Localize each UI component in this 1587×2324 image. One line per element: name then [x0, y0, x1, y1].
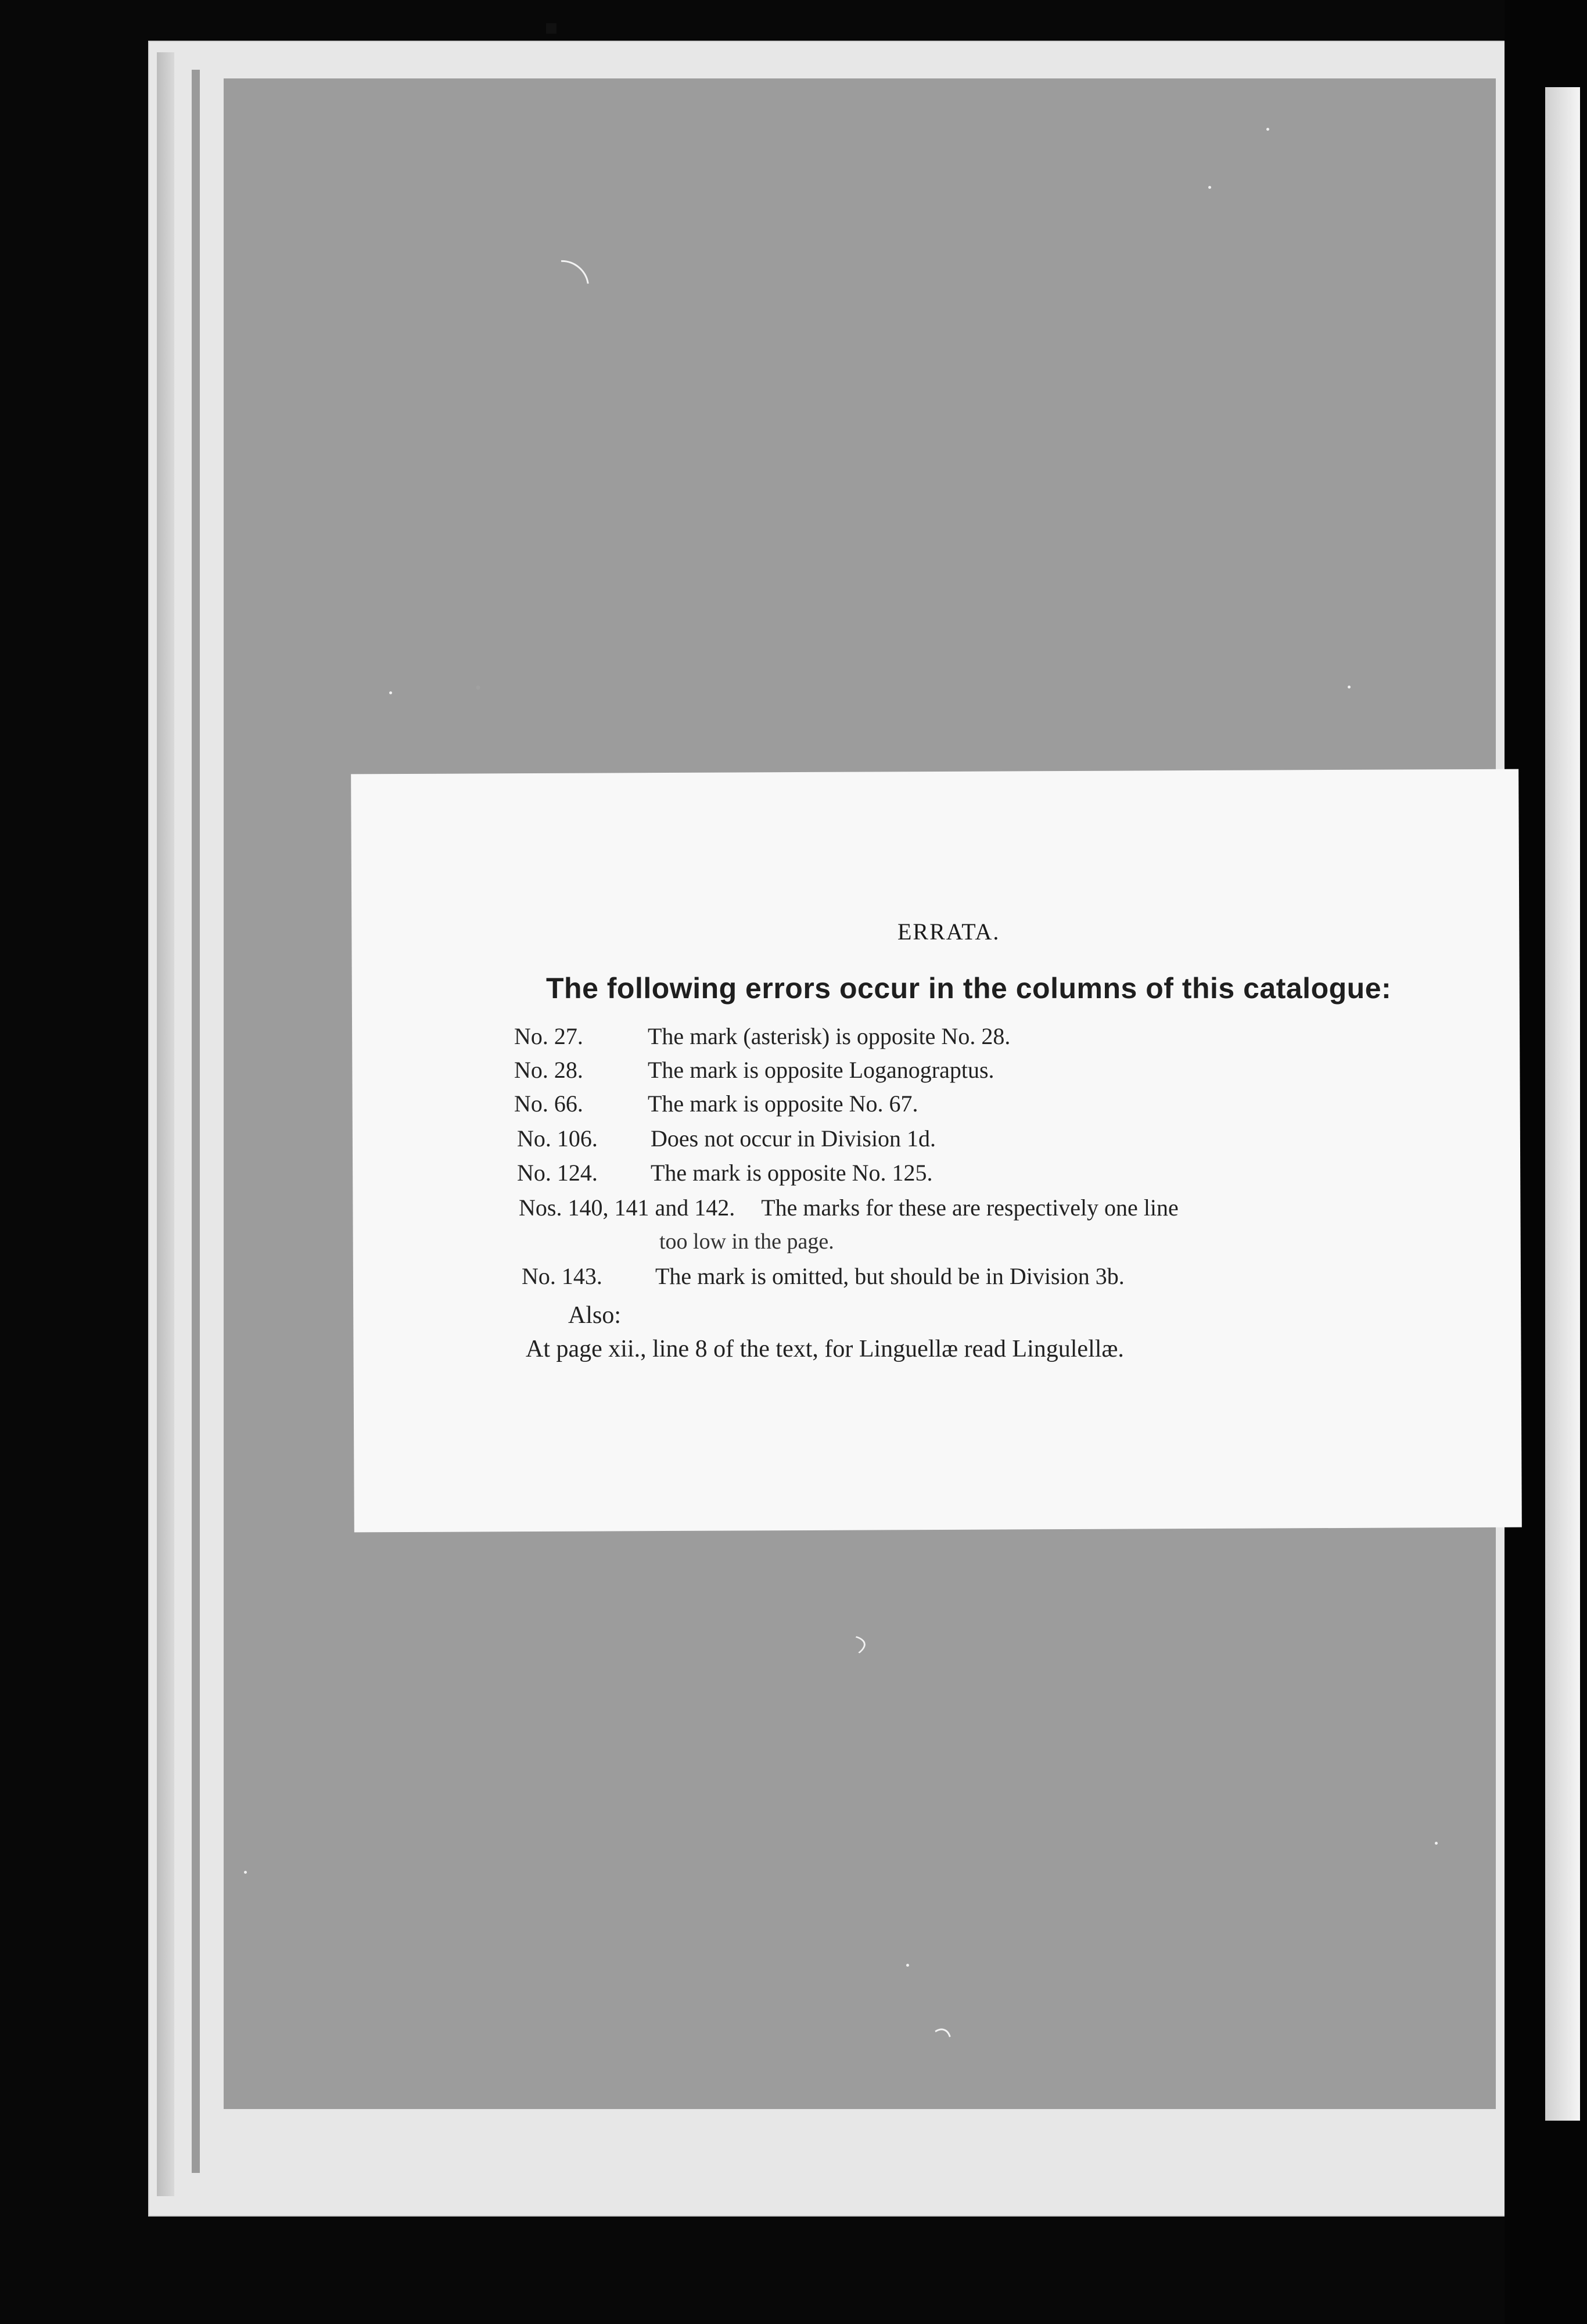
- entry-number: No. 27.: [514, 1023, 583, 1049]
- speck: [1266, 128, 1269, 131]
- speck: [1348, 686, 1351, 688]
- errata-entry: [514, 1023, 1010, 1050]
- errata-intro: The following errors occur in the columns of this catalogue:: [546, 972, 1392, 1005]
- speck: [1208, 186, 1211, 189]
- entry-number: No. 124.: [517, 1160, 598, 1186]
- errata-final-line: At page xii., line 8 of the text, for Linguellæ read Lingulellæ.: [526, 1336, 1124, 1362]
- entry-text: The mark is opposite Loganograptus.: [648, 1057, 994, 1083]
- errata-entry: [519, 1194, 1179, 1221]
- speck: [244, 1871, 247, 1874]
- entry-number: No. 28.: [514, 1057, 583, 1083]
- speck: [389, 691, 392, 694]
- top-binding-mark: [546, 23, 556, 34]
- speck: [906, 1964, 909, 1967]
- page-edge: [157, 52, 174, 2196]
- entry-text: The mark is opposite No. 125.: [651, 1160, 933, 1186]
- entry-text: The marks for these are respectively one line: [761, 1195, 1179, 1221]
- entry-text: The mark is opposite No. 67.: [648, 1091, 918, 1117]
- errata-entry: [514, 1056, 994, 1084]
- entry-text: Does not occur in Division 1d.: [651, 1125, 936, 1152]
- entry-text: The mark is omitted, but should be in Division 3b.: [655, 1263, 1125, 1289]
- errata-also: Also:: [568, 1302, 622, 1329]
- errata-entry: [517, 1159, 933, 1186]
- entry-number: No. 66.: [514, 1091, 583, 1117]
- entry-text: The mark (asterisk) is opposite No. 28.: [648, 1023, 1011, 1049]
- errata-entry: [522, 1263, 1125, 1290]
- entry-number: No. 143.: [522, 1263, 602, 1289]
- entry-continuation: too low in the page.: [659, 1229, 834, 1254]
- entry-number: Nos. 140, 141 and 142.: [519, 1195, 735, 1221]
- errata-entry: [517, 1125, 936, 1152]
- next-page-edge: [1545, 87, 1580, 2121]
- page-edge-shadow: [192, 70, 200, 2173]
- entry-number: No. 106.: [517, 1125, 598, 1152]
- errata-entry: [514, 1090, 918, 1117]
- speck: [1435, 1842, 1438, 1845]
- errata-title: ERRATA.: [897, 919, 1000, 945]
